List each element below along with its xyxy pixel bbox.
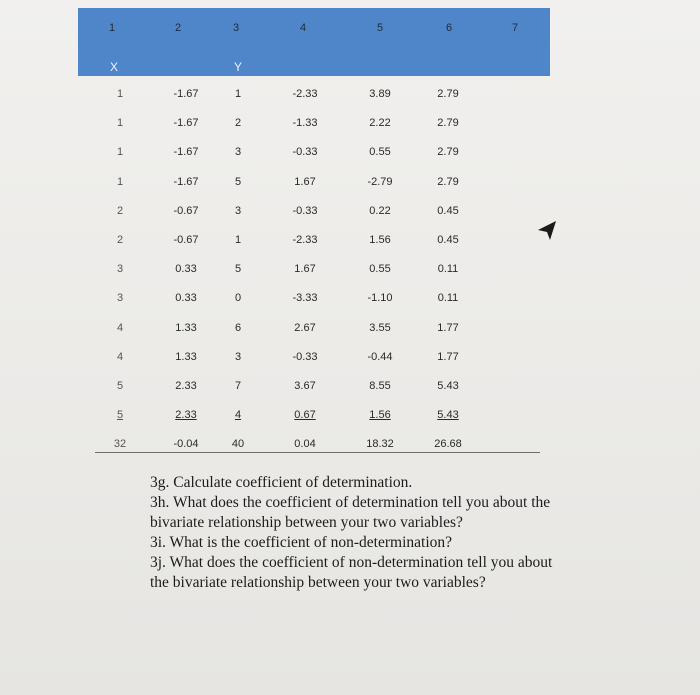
table-totals-row bbox=[0, 438, 700, 458]
table-cell: 1.33 bbox=[175, 322, 197, 334]
table-cell: 2 bbox=[116, 205, 124, 217]
table-cell: -2.33 bbox=[292, 88, 318, 100]
table-cell: 5 bbox=[234, 263, 242, 275]
table-row bbox=[0, 322, 700, 342]
table-cell: 4 bbox=[116, 322, 124, 334]
table-cell: 2.79 bbox=[437, 88, 459, 100]
table-cell: -2.79 bbox=[367, 176, 393, 188]
table-cell: 1 bbox=[234, 234, 242, 246]
table-cell: 26.68 bbox=[434, 438, 462, 450]
table-cell: 40 bbox=[231, 438, 245, 450]
col-number-1: 1 bbox=[108, 22, 116, 34]
table-cell: 2.67 bbox=[294, 322, 316, 334]
mouse-cursor-icon bbox=[536, 218, 558, 242]
table-cell: 3 bbox=[116, 292, 124, 304]
table-cell: 5 bbox=[234, 176, 242, 188]
table-cell: 5 bbox=[116, 409, 124, 421]
table-cell: -0.33 bbox=[292, 146, 318, 158]
table-cell: -1.67 bbox=[173, 88, 199, 100]
table-cell: 1 bbox=[234, 88, 242, 100]
table-cell: 1.56 bbox=[369, 409, 391, 421]
col-label-y: Y bbox=[233, 60, 243, 74]
question-3j-cont: the bivariate relationship between your two variables? bbox=[150, 574, 486, 591]
table-row bbox=[0, 176, 700, 196]
table-cell: 0 bbox=[234, 292, 242, 304]
col-number-2: 2 bbox=[174, 22, 182, 34]
col-number-6: 6 bbox=[445, 22, 453, 34]
table-row bbox=[0, 205, 700, 225]
table-cell: -0.33 bbox=[292, 351, 318, 363]
table-row bbox=[0, 146, 700, 166]
table-row bbox=[0, 409, 700, 429]
table-cell: -3.33 bbox=[292, 292, 318, 304]
table-cell: 7 bbox=[234, 380, 242, 392]
table-cell: -0.67 bbox=[173, 234, 199, 246]
table-cell: 0.11 bbox=[437, 292, 459, 304]
table-cell: 32 bbox=[113, 438, 127, 450]
table-cell: 6 bbox=[234, 322, 242, 334]
table-cell: 0.45 bbox=[437, 234, 459, 246]
table-cell: 1.33 bbox=[175, 351, 197, 363]
table-cell: -0.04 bbox=[173, 438, 199, 450]
table-row bbox=[0, 117, 700, 137]
col-label-x: X bbox=[109, 60, 119, 74]
table-cell: 3 bbox=[234, 205, 242, 217]
table-cell: 1.77 bbox=[437, 351, 459, 363]
table-cell: 0.11 bbox=[437, 263, 459, 275]
table-cell: 8.55 bbox=[369, 380, 391, 392]
table-cell: 0.22 bbox=[369, 205, 391, 217]
question-3i: 3i. What is the coefficient of non-determination? bbox=[150, 534, 453, 551]
table-cell: 1.56 bbox=[369, 234, 391, 246]
table-cell: 2.22 bbox=[369, 117, 391, 129]
table-cell: 3.55 bbox=[369, 322, 391, 334]
table-cell: 1.67 bbox=[294, 263, 316, 275]
table-cell: 18.32 bbox=[366, 438, 394, 450]
table-cell: 1.67 bbox=[294, 176, 316, 188]
table-cell: 5.43 bbox=[437, 409, 459, 421]
table-cell: -0.33 bbox=[292, 205, 318, 217]
table-cell: 4 bbox=[116, 351, 124, 363]
col-number-3: 3 bbox=[232, 22, 240, 34]
table-cell: -1.67 bbox=[173, 146, 199, 158]
question-3h: 3h. What does the coefficient of determination tell you about the bbox=[150, 494, 551, 511]
table-cell: -2.33 bbox=[292, 234, 318, 246]
table-cell: 0.55 bbox=[369, 263, 391, 275]
table-row bbox=[0, 263, 700, 283]
question-3g: 3g. Calculate coefficient of determination. bbox=[150, 474, 413, 491]
table-cell: 4 bbox=[234, 409, 242, 421]
table-cell: 0.04 bbox=[294, 438, 316, 450]
table-cell: 1.77 bbox=[437, 322, 459, 334]
table-cell: 2 bbox=[116, 234, 124, 246]
table-row bbox=[0, 351, 700, 371]
table-cell: 3 bbox=[234, 351, 242, 363]
table-cell: 1 bbox=[116, 117, 124, 129]
table-cell: 0.67 bbox=[294, 409, 316, 421]
col-number-4: 4 bbox=[299, 22, 307, 34]
table-row bbox=[0, 380, 700, 400]
question-3h-cont: bivariate relationship between your two variables? bbox=[150, 514, 463, 531]
table-row bbox=[0, 88, 700, 108]
table-cell: 3.67 bbox=[294, 380, 316, 392]
table-cell: -0.44 bbox=[367, 351, 393, 363]
table-cell: 2.79 bbox=[437, 146, 459, 158]
table-cell: 5.43 bbox=[437, 380, 459, 392]
table-cell: 2.79 bbox=[437, 176, 459, 188]
table-cell: 2.33 bbox=[175, 380, 197, 392]
table-cell: 1 bbox=[116, 146, 124, 158]
table-cell: 0.45 bbox=[437, 205, 459, 217]
question-3j: 3j. What does the coefficient of non-determination tell you about bbox=[150, 554, 553, 571]
table-cell: -1.67 bbox=[173, 117, 199, 129]
table-cell: -1.10 bbox=[367, 292, 393, 304]
table-cell: -0.67 bbox=[173, 205, 199, 217]
table-cell: 3 bbox=[116, 263, 124, 275]
table-cell: 0.33 bbox=[175, 263, 197, 275]
table-cell: 2.79 bbox=[437, 117, 459, 129]
table-cell: 0.55 bbox=[369, 146, 391, 158]
table-header-band bbox=[78, 8, 550, 76]
table-cell: 2 bbox=[234, 117, 242, 129]
table-cell: -1.67 bbox=[173, 176, 199, 188]
table-cell: 2.33 bbox=[175, 409, 197, 421]
table-cell: -1.33 bbox=[292, 117, 318, 129]
table-cell: 3.89 bbox=[369, 88, 391, 100]
table-cell: 3 bbox=[234, 146, 242, 158]
table-cell: 5 bbox=[116, 380, 124, 392]
col-number-5: 5 bbox=[376, 22, 384, 34]
table-cell: 0.33 bbox=[175, 292, 197, 304]
table-row bbox=[0, 234, 700, 254]
divider-line bbox=[95, 452, 540, 453]
table-row bbox=[0, 292, 700, 312]
table-cell: 1 bbox=[116, 176, 124, 188]
questions-block bbox=[150, 473, 670, 593]
col-number-7: 7 bbox=[511, 22, 519, 34]
table-cell: 1 bbox=[116, 88, 124, 100]
